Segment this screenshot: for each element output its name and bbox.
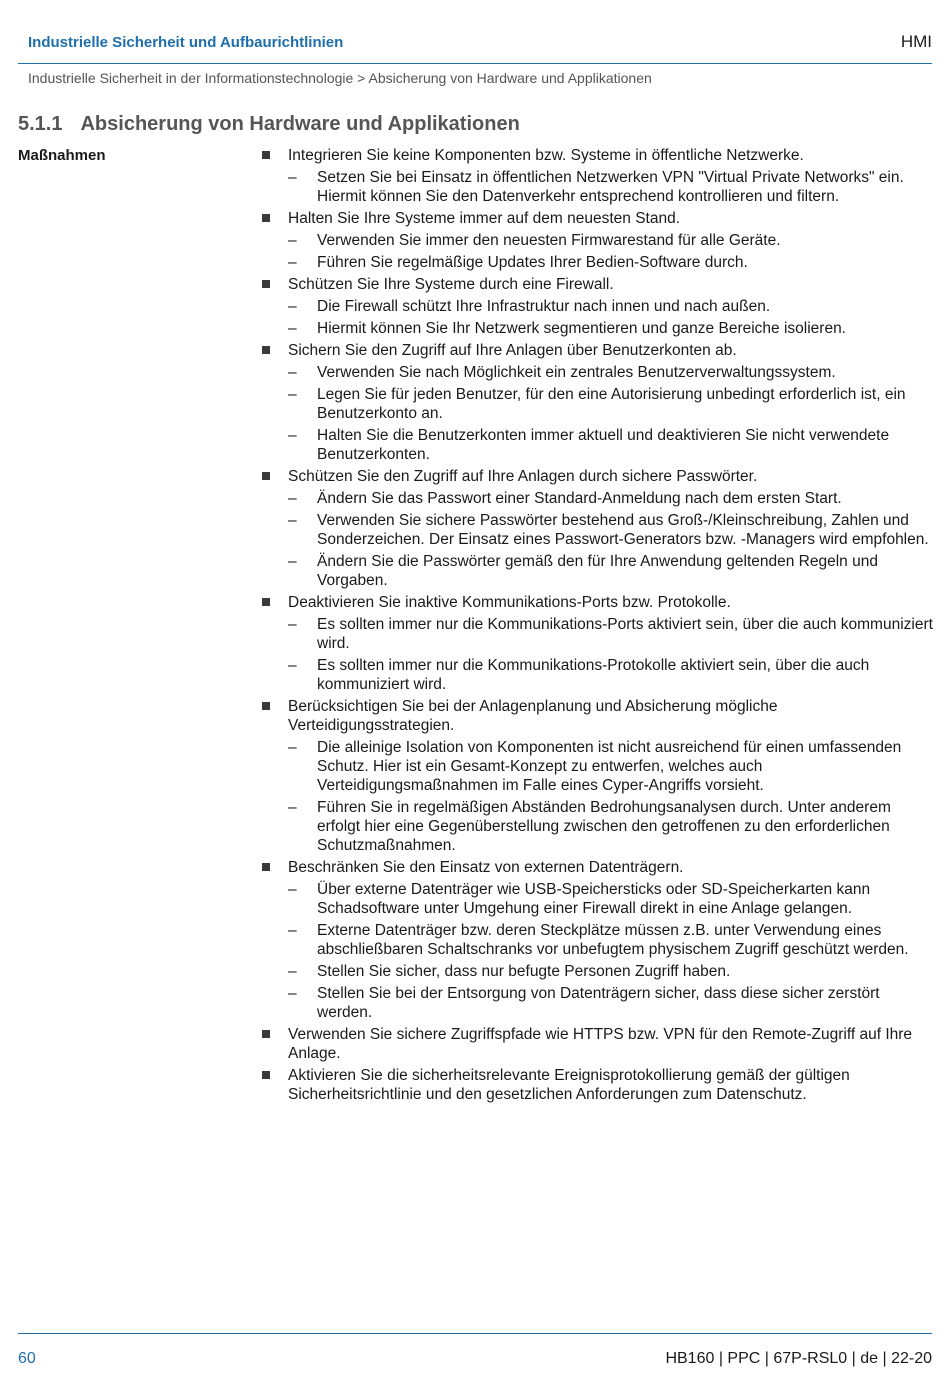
sub-measure-item	[288, 489, 935, 508]
dash-marker: –	[288, 298, 297, 315]
sub-measure-text: Verwenden Sie immer den neuesten Firmwarestand für alle Geräte.	[317, 232, 781, 249]
product-label: HMI	[900, 32, 932, 51]
sub-measure-item	[288, 426, 935, 464]
measure-item	[260, 209, 935, 272]
dash-marker: –	[288, 553, 297, 570]
sub-measure-item	[288, 738, 935, 795]
dash-marker: –	[288, 922, 297, 939]
sub-measure-text: Verwenden Sie sichere Passwörter bestehend aus Groß-/Kleinschreibung, Zahlen und Sonderzeichen. Der Einsatz eines Passwort-Generators bzw. -Managers wird empfohlen.	[317, 512, 929, 548]
square-bullet-icon	[262, 472, 270, 480]
dash-marker: –	[288, 616, 297, 633]
measure-item	[260, 697, 935, 855]
square-bullet-icon	[262, 1071, 270, 1079]
dash-marker: –	[288, 427, 297, 444]
square-bullet-icon	[262, 346, 270, 354]
measure-item	[260, 275, 935, 338]
sub-measure-text: Stellen Sie sicher, dass nur befugte Personen Zugriff haben.	[317, 963, 731, 980]
dash-marker: –	[288, 881, 297, 898]
sub-measure-item	[288, 168, 935, 206]
sub-measure-list	[288, 231, 935, 272]
sub-measure-text: Über externe Datenträger wie USB-Speichersticks oder SD-Speicherkarten kann Schadsoftware unter Umgehung einer Firewall direkt in eine Anlage gelangen.	[317, 881, 871, 917]
dash-marker: –	[288, 320, 297, 337]
sub-measure-text: Führen Sie regelmäßige Updates Ihrer Bedien-Software durch.	[317, 254, 748, 271]
sub-measure-item	[288, 231, 935, 250]
dash-marker: –	[288, 169, 297, 186]
measure-item	[260, 467, 935, 590]
dash-marker: –	[288, 963, 297, 980]
measure-text: Verwenden Sie sichere Zugriffspfade wie HTTPS bzw. VPN für den Remote-Zugriff auf Ihre Anlage.	[288, 1026, 913, 1062]
measure-item	[260, 1066, 935, 1104]
document-id: HB160 | PPC | 67P-RSL0 | de | 22-20	[665, 1350, 932, 1367]
dash-marker: –	[288, 799, 297, 816]
sub-measure-text: Die alleinige Isolation von Komponenten ist nicht ausreichend für einen umfassenden Schutz. Hier ist ein Gesamt-Konzept zu entwerfen, welches auch Verteidigungsmaßnahmen im Falle eines Cyper-Angriffs vorsieht.	[317, 739, 902, 794]
square-bullet-icon	[262, 702, 270, 710]
dash-marker: –	[288, 364, 297, 381]
sub-measure-item	[288, 319, 935, 338]
sub-measure-text: Externe Datenträger bzw. deren Steckplätze müssen z.B. unter Verwendung eines abschließbaren Schaltschranks vor unbefugtem physischem Zugriff geschützt werden.	[317, 922, 909, 958]
measure-text: Integrieren Sie keine Komponenten bzw. Systeme in öffentliche Netzwerke.	[288, 147, 804, 164]
measures-list	[260, 146, 935, 1107]
dash-marker: –	[288, 232, 297, 249]
sub-measure-text: Setzen Sie bei Einsatz in öffentlichen Netzwerken VPN "Virtual Private Networks" ein. Hiermit können Sie den Datenverkehr entsprechend kontrollieren und filtern.	[317, 169, 904, 205]
measure-text: Aktivieren Sie die sicherheitsrelevante Ereignisprotokollierung gemäß der gültigen Sicherheitsrichtlinie und den gesetzlichen Anforderungen zum Datenschutz.	[288, 1067, 850, 1103]
sub-measure-item	[288, 656, 935, 694]
sub-measure-text: Ändern Sie die Passwörter gemäß den für Ihre Anwendung geltenden Regeln und Vorgaben.	[317, 553, 878, 589]
section-number: 5.1.1	[18, 113, 63, 135]
sub-measure-text: Führen Sie in regelmäßigen Abständen Bedrohungsanalysen durch. Unter anderem erfolgt hier eine Gegenüberstellung zwischen den getroffenen zu den erforderlichen Schutzmaßnahmen.	[317, 799, 891, 854]
sub-measure-text: Die Firewall schützt Ihre Infrastruktur nach innen und nach außen.	[317, 298, 771, 315]
sub-measure-text: Ändern Sie das Passwort einer Standard-Anmeldung nach dem ersten Start.	[317, 490, 842, 507]
sub-measure-item	[288, 880, 935, 918]
measure-text: Berücksichtigen Sie bei der Anlagenplanung und Absicherung mögliche Verteidigungsstrategien.	[288, 698, 778, 734]
sub-measure-list	[288, 489, 935, 590]
sub-measure-list	[288, 168, 935, 206]
sub-measure-list	[288, 297, 935, 338]
side-label: Maßnahmen	[18, 147, 106, 164]
dash-marker: –	[288, 386, 297, 403]
measure-text: Beschränken Sie den Einsatz von externen Datenträgern.	[288, 859, 684, 876]
sub-measure-text: Es sollten immer nur die Kommunikations-Protokolle aktiviert sein, über die auch kommuniziert wird.	[317, 657, 870, 693]
dash-marker: –	[288, 739, 297, 756]
sub-measure-text: Legen Sie für jeden Benutzer, für den eine Autorisierung unbedingt erforderlich ist, ein Benutzerkonto an.	[317, 386, 906, 422]
sub-measure-item	[288, 297, 935, 316]
square-bullet-icon	[262, 863, 270, 871]
sub-measure-text: Halten Sie die Benutzerkonten immer aktuell und deaktivieren Sie nicht verwendete Benutzerkonten.	[317, 427, 890, 463]
dash-marker: –	[288, 512, 297, 529]
measure-text: Schützen Sie Ihre Systeme durch eine Firewall.	[288, 276, 614, 293]
sub-measure-item	[288, 511, 935, 549]
measure-item	[260, 593, 935, 694]
sub-measure-item	[288, 984, 935, 1022]
measure-text: Deaktivieren Sie inaktive Kommunikations-Ports bzw. Protokolle.	[288, 594, 731, 611]
measure-item	[260, 858, 935, 1022]
sub-measure-item	[288, 615, 935, 653]
square-bullet-icon	[262, 214, 270, 222]
breadcrumb: Industrielle Sicherheit in der Informationstechnologie > Absicherung von Hardware und Applikationen	[28, 70, 652, 86]
measure-text: Sichern Sie den Zugriff auf Ihre Anlagen über Benutzerkonten ab.	[288, 342, 737, 359]
sub-measure-item	[288, 552, 935, 590]
measure-item	[260, 341, 935, 464]
measure-text: Schützen Sie den Zugriff auf Ihre Anlagen durch sichere Passwörter.	[288, 468, 758, 485]
square-bullet-icon	[262, 1030, 270, 1038]
sub-measure-list	[288, 880, 935, 1022]
footer-divider	[18, 1333, 932, 1334]
sub-measure-item	[288, 921, 935, 959]
sub-measure-list	[288, 363, 935, 464]
sub-measure-text: Verwenden Sie nach Möglichkeit ein zentrales Benutzerverwaltungssystem.	[317, 364, 836, 381]
section-heading	[18, 113, 520, 136]
dash-marker: –	[288, 490, 297, 507]
sub-measure-item	[288, 385, 935, 423]
dash-marker: –	[288, 657, 297, 674]
square-bullet-icon	[262, 598, 270, 606]
square-bullet-icon	[262, 151, 270, 159]
sub-measure-item	[288, 363, 935, 382]
sub-measure-list	[288, 615, 935, 694]
sub-measure-item	[288, 962, 935, 981]
sub-measure-list	[288, 738, 935, 855]
measure-item	[260, 1025, 935, 1063]
section-title: Absicherung von Hardware und Applikationen	[80, 113, 520, 135]
sub-measure-item	[288, 253, 935, 272]
dash-marker: –	[288, 985, 297, 1002]
measure-item	[260, 146, 935, 206]
page-number: 60	[18, 1350, 36, 1367]
dash-marker: –	[288, 254, 297, 271]
sub-measure-text: Hiermit können Sie Ihr Netzwerk segmentieren und ganze Bereiche isolieren.	[317, 320, 846, 337]
header-divider	[18, 63, 932, 64]
sub-measure-item	[288, 798, 935, 855]
header-title: Industrielle Sicherheit und Aufbaurichtlinien	[28, 34, 344, 51]
sub-measure-text: Es sollten immer nur die Kommunikations-Ports aktiviert sein, über die auch kommuniziert wird.	[317, 616, 933, 652]
square-bullet-icon	[262, 280, 270, 288]
measure-text: Halten Sie Ihre Systeme immer auf dem neuesten Stand.	[288, 210, 681, 227]
sub-measure-text: Stellen Sie bei der Entsorgung von Datenträgern sicher, dass diese sicher zerstört werden.	[317, 985, 880, 1021]
